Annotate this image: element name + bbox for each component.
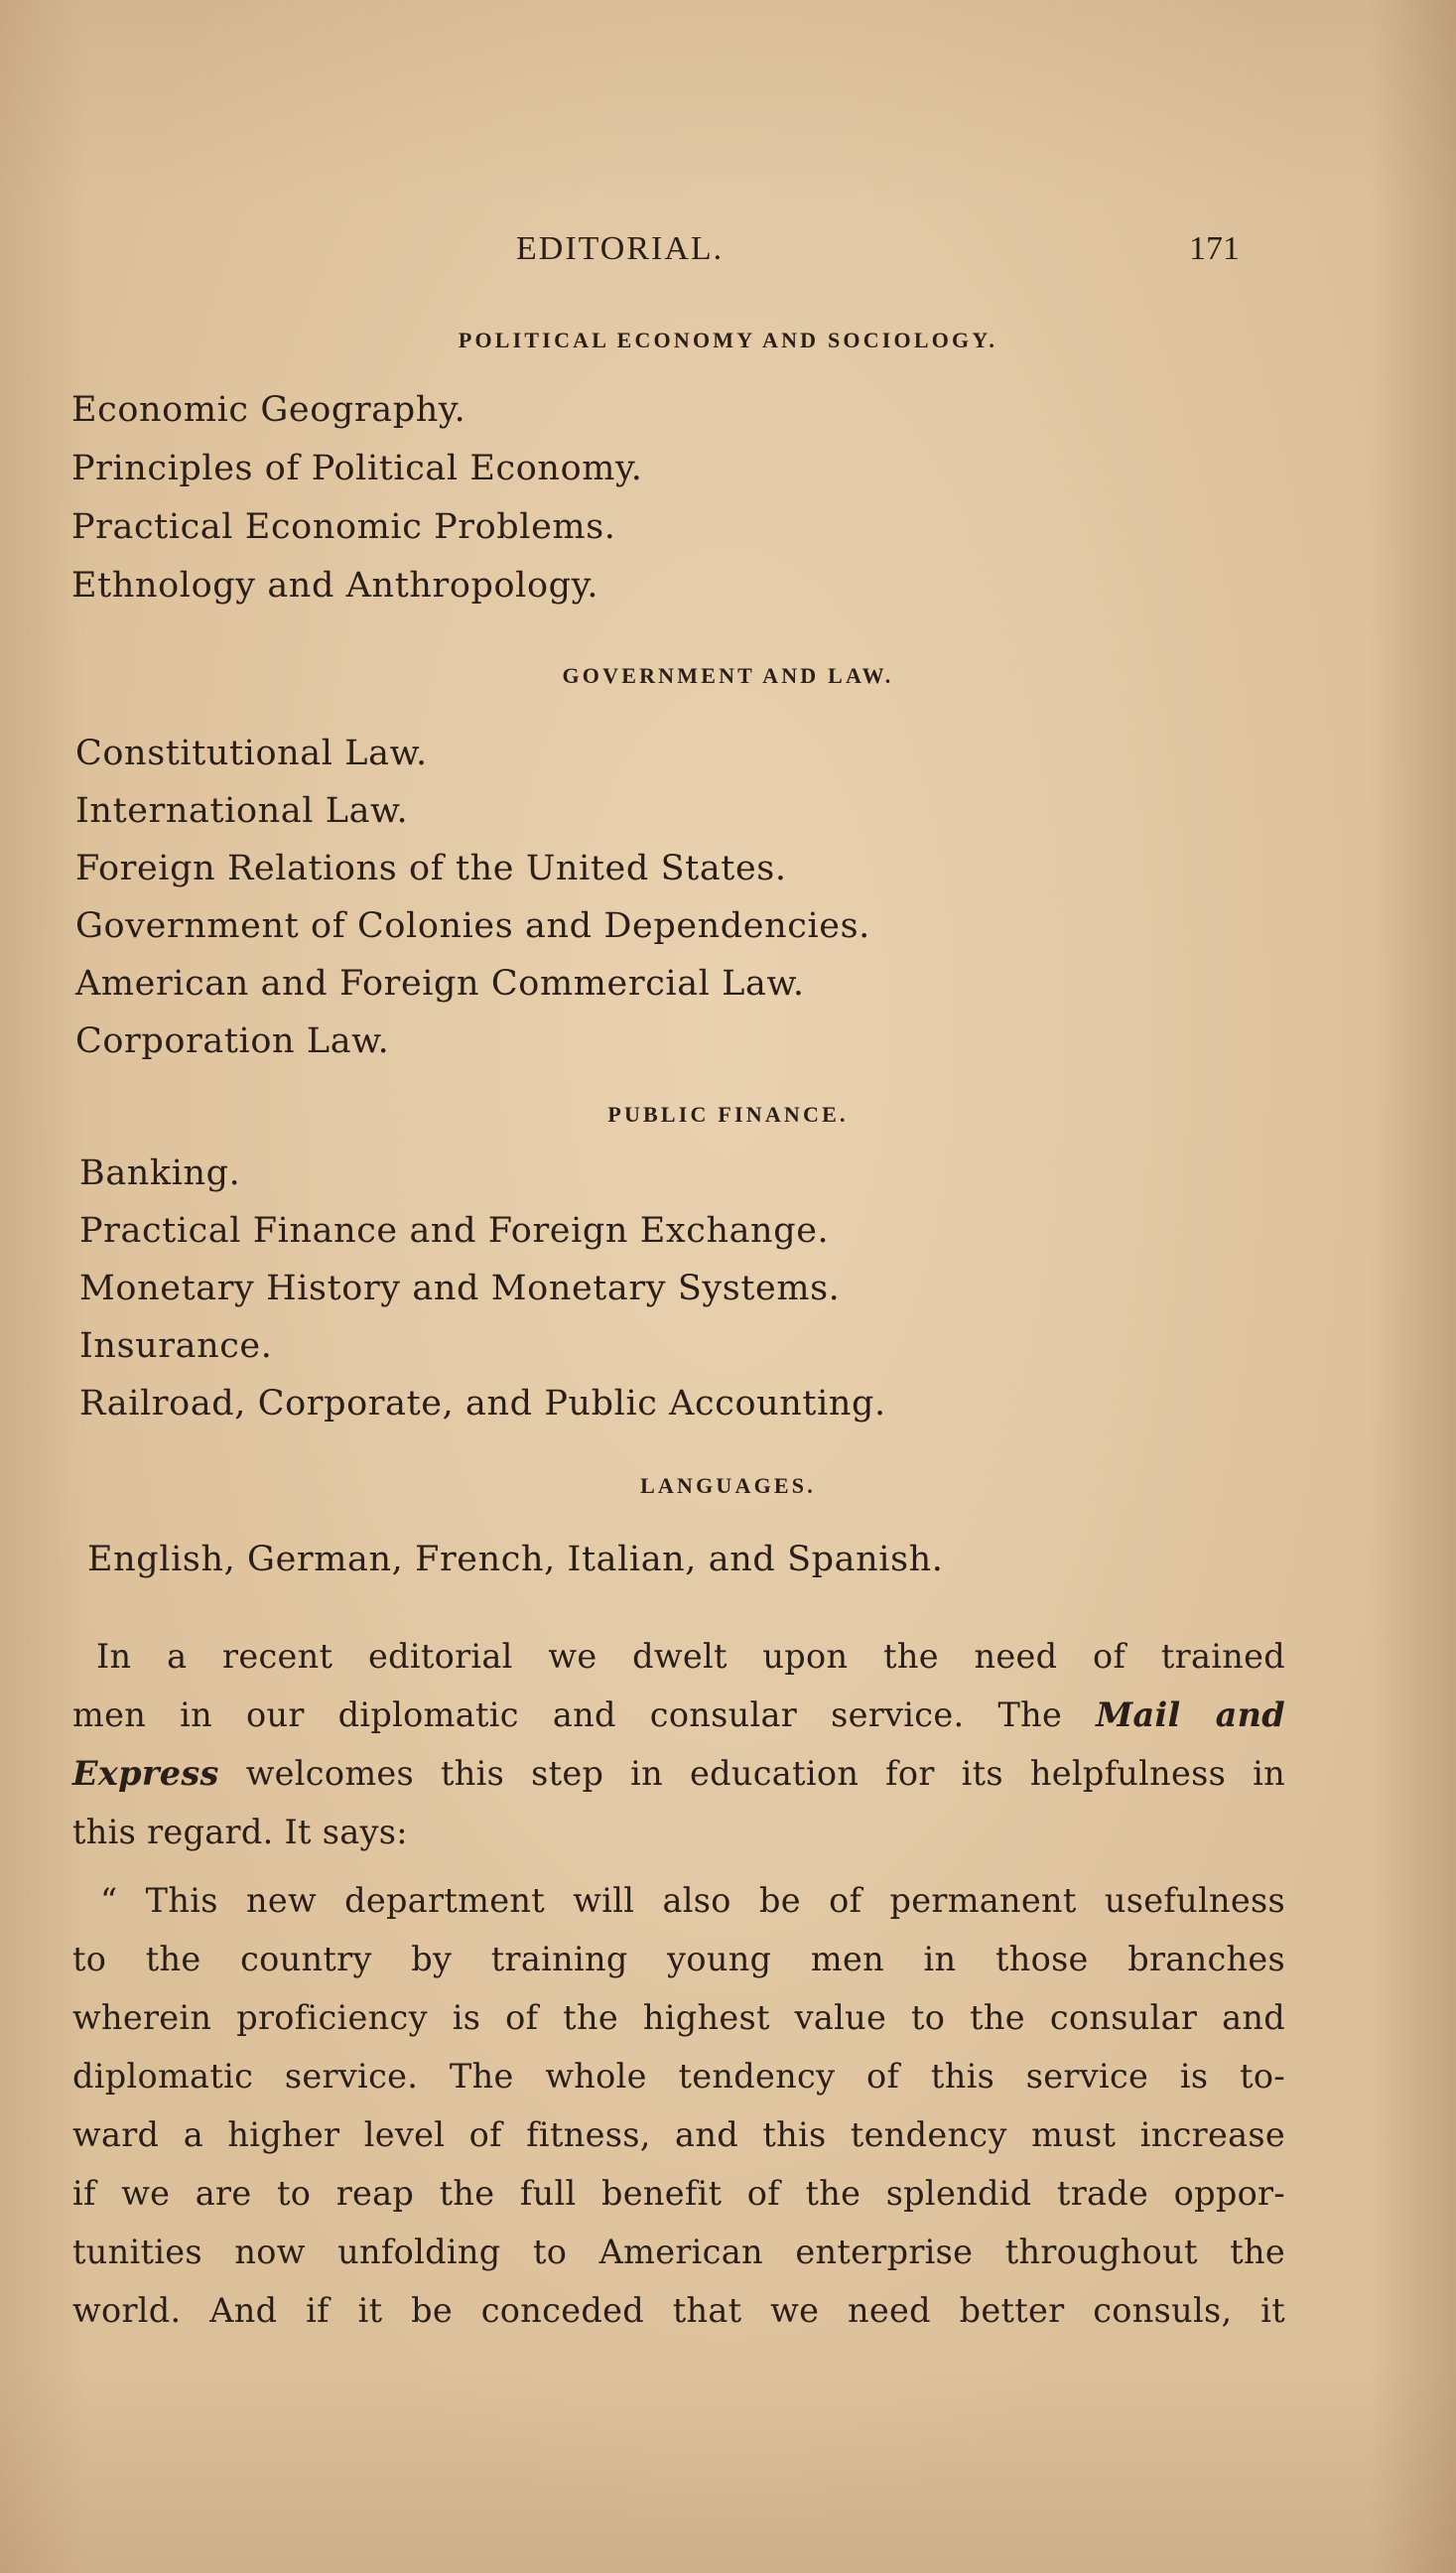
course-item: Practical Economic Problems. — [71, 507, 616, 547]
running-head — [0, 230, 1456, 280]
quote-line: “ This new department will also be of permanent usefulness — [100, 1881, 1285, 1920]
course-item: Corporation Law. — [75, 1021, 390, 1061]
course-item: Economic Geography. — [71, 390, 466, 430]
running-title: EDITORIAL. — [516, 230, 725, 267]
quote-line: if we are to reap the full benefit of the splendid trade oppor- — [72, 2174, 1285, 2213]
course-item: Monetary History and Monetary Systems. — [79, 1269, 841, 1308]
course-item: Ethnology and Anthropology. — [71, 566, 599, 606]
section-heading-public-finance: PUBLIC FINANCE. — [607, 1102, 849, 1127]
course-item: Railroad, Corporate, and Public Accounting. — [79, 1384, 886, 1423]
course-item: Insurance. — [79, 1326, 273, 1366]
course-item: Foreign Relations of the United States. — [75, 849, 787, 888]
course-item: Practical Finance and Foreign Exchange. — [79, 1211, 830, 1251]
course-item: American and Foreign Commercial Law. — [75, 964, 805, 1004]
course-item: English, German, French, Italian, and Spanish. — [87, 1540, 944, 1579]
quote-line: diplomatic service. The whole tendency of this service is to- — [72, 2057, 1285, 2096]
paragraph-line: In a recent editorial we dwelt upon the need of trained — [96, 1637, 1285, 1676]
course-item: Constitutional Law. — [75, 734, 428, 773]
course-item: Government of Colonies and Dependencies. — [75, 906, 870, 946]
newspaper-title-part2: Express — [72, 1754, 219, 1793]
quote-line: ward a higher level of fitness, and this tendency must increase — [72, 2115, 1285, 2154]
newspaper-title-part1: Mail and — [1096, 1695, 1285, 1734]
course-item: Banking. — [79, 1153, 241, 1193]
page-number: 171 — [1189, 230, 1240, 267]
quote-line: to the country by training young men in those branches — [72, 1940, 1285, 1978]
editorial-paragraph — [72, 1627, 1285, 1861]
quoted-paragraph — [72, 1871, 1285, 2340]
course-item: Principles of Political Economy. — [71, 449, 643, 488]
paragraph-line — [72, 1744, 1285, 1803]
paragraph-line — [72, 1686, 1285, 1744]
section-heading-languages: LANGUAGES. — [640, 1473, 816, 1498]
paragraph-text: men in our diplomatic and consular service. The — [72, 1695, 1063, 1734]
section-heading-political-economy: POLITICAL ECONOMY AND SOCIOLOGY. — [458, 328, 998, 352]
section-heading-government-law: GOVERNMENT AND LAW. — [562, 663, 894, 688]
quote-line: wherein proficiency is of the highest value to the consular and — [72, 1998, 1285, 2037]
course-item: International Law. — [75, 791, 409, 831]
quote-line: world. And if it be conceded that we need better consuls, it — [72, 2291, 1285, 2330]
paragraph-text: welcomes this step in education for its helpfulness in — [245, 1754, 1286, 1793]
paragraph-line: this regard. It says: — [72, 1813, 408, 1851]
quote-line: tunities now unfolding to American enterprise throughout the — [72, 2233, 1285, 2271]
